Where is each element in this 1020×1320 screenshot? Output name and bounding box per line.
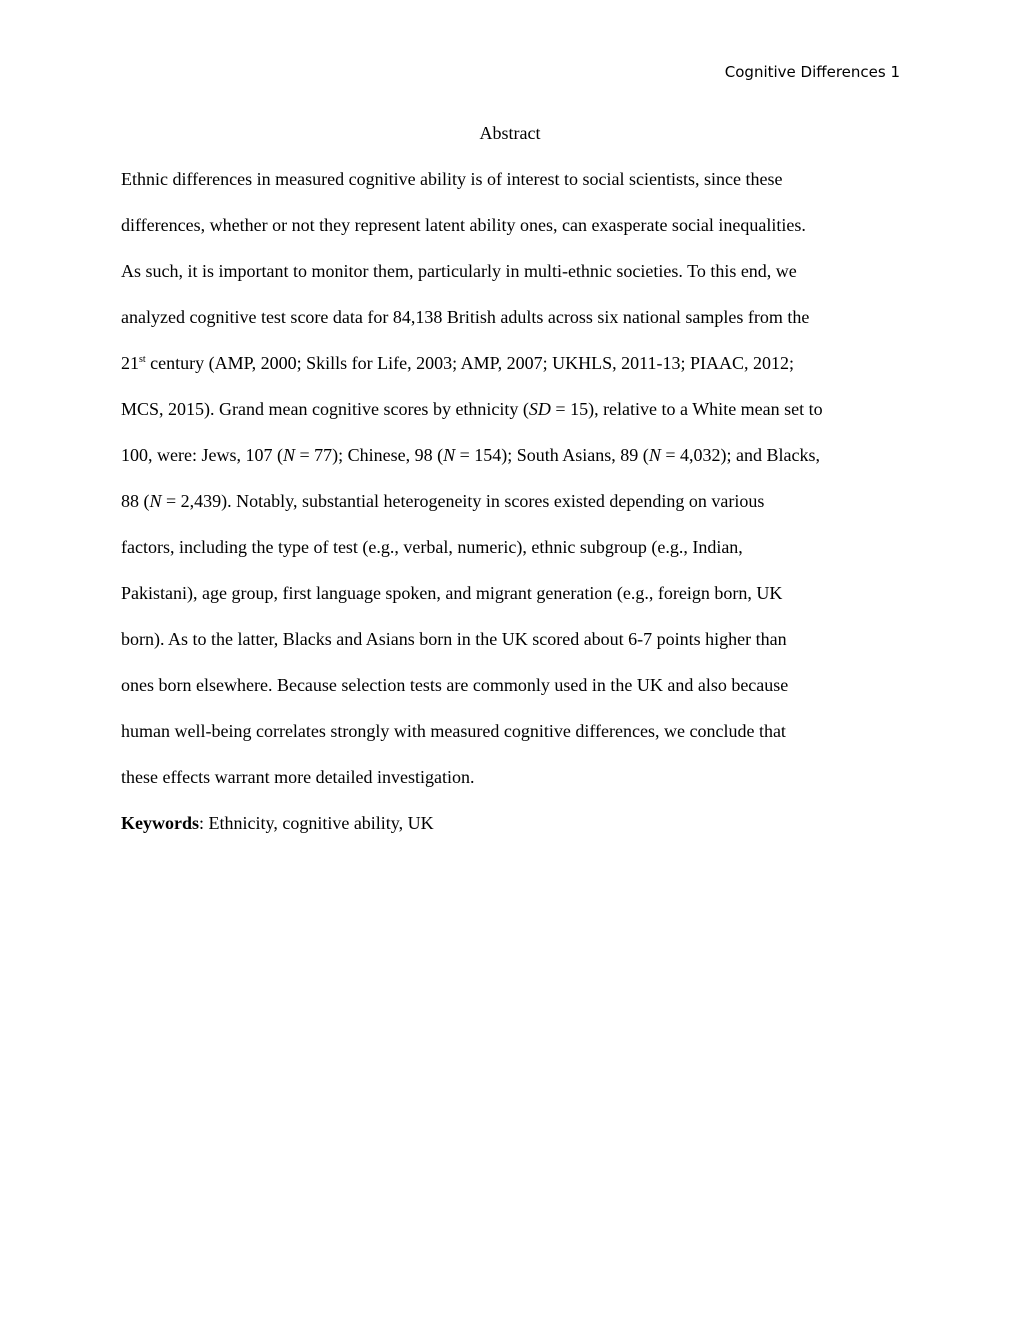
abstract-line <box>121 386 911 432</box>
abstract-text: 88 ( <box>121 491 150 511</box>
abstract-line <box>121 432 911 478</box>
abstract-line: human well-being correlates strongly with measured cognitive differences, we conclude that <box>121 721 786 741</box>
running-head: Cognitive Differences 1 <box>724 63 900 81</box>
n-symbol: N <box>282 445 295 465</box>
abstract-text: = 2,439). Notably, substantial heterogeneity in scores existed depending on various <box>161 491 765 511</box>
abstract-line: differences, whether or not they represent latent ability ones, can exasperate social inequalities. <box>121 215 806 235</box>
keywords <box>121 800 911 846</box>
abstract-text: century (AMP, 2000; Skills for Life, 2003; AMP, 2007; UKHLS, 2011-13; PIAAC, 2012; <box>145 353 795 373</box>
abstract-line: Pakistani), age group, first language spoken, and migrant generation (e.g., foreign born, UK <box>121 583 783 603</box>
keywords-label: Keywords <box>121 813 199 833</box>
abstract-text: 100, were: Jews, 107 ( <box>121 445 283 465</box>
n-symbol: N <box>648 445 661 465</box>
abstract-line: ones born elsewhere. Because selection tests are commonly used in the UK and also because <box>121 675 789 695</box>
abstract-line: analyzed cognitive test score data for 84,138 British adults across six national samples from the <box>121 307 810 327</box>
abstract-text: MCS, 2015). Grand mean cognitive scores by ethnicity ( <box>121 399 529 419</box>
abstract-line: born). As to the latter, Blacks and Asians born in the UK scored about 6-7 points higher than <box>121 629 787 649</box>
abstract-text: = 154); South Asians, 89 ( <box>455 445 649 465</box>
abstract-line <box>121 340 911 386</box>
abstract-line: these effects warrant more detailed investigation. <box>121 767 475 787</box>
abstract-body <box>121 156 911 846</box>
n-symbol: N <box>443 445 456 465</box>
abstract-line <box>121 478 911 524</box>
n-symbol: N <box>149 491 162 511</box>
abstract-line: As such, it is important to monitor them, particularly in multi-ethnic societies. To this end, we <box>121 261 797 281</box>
abstract-line: factors, including the type of test (e.g., verbal, numeric), ethnic subgroup (e.g., Indian, <box>121 537 743 557</box>
keywords-value: Ethnicity, cognitive ability, UK <box>208 813 434 833</box>
sd-symbol: SD <box>528 399 551 419</box>
abstract-heading: Abstract <box>479 123 541 143</box>
ordinal-superscript: st <box>139 354 146 365</box>
abstract-text: = 15), relative to a White mean set to <box>550 399 823 419</box>
abstract-line: Ethnic differences in measured cognitive ability is of interest to social scientists, since these <box>121 169 783 189</box>
abstract-text: = 77); Chinese, 98 ( <box>294 445 444 465</box>
century-number: 21 <box>121 353 139 373</box>
keywords-separator: : <box>199 813 209 833</box>
abstract-text: = 4,032); and Blacks, <box>660 445 820 465</box>
